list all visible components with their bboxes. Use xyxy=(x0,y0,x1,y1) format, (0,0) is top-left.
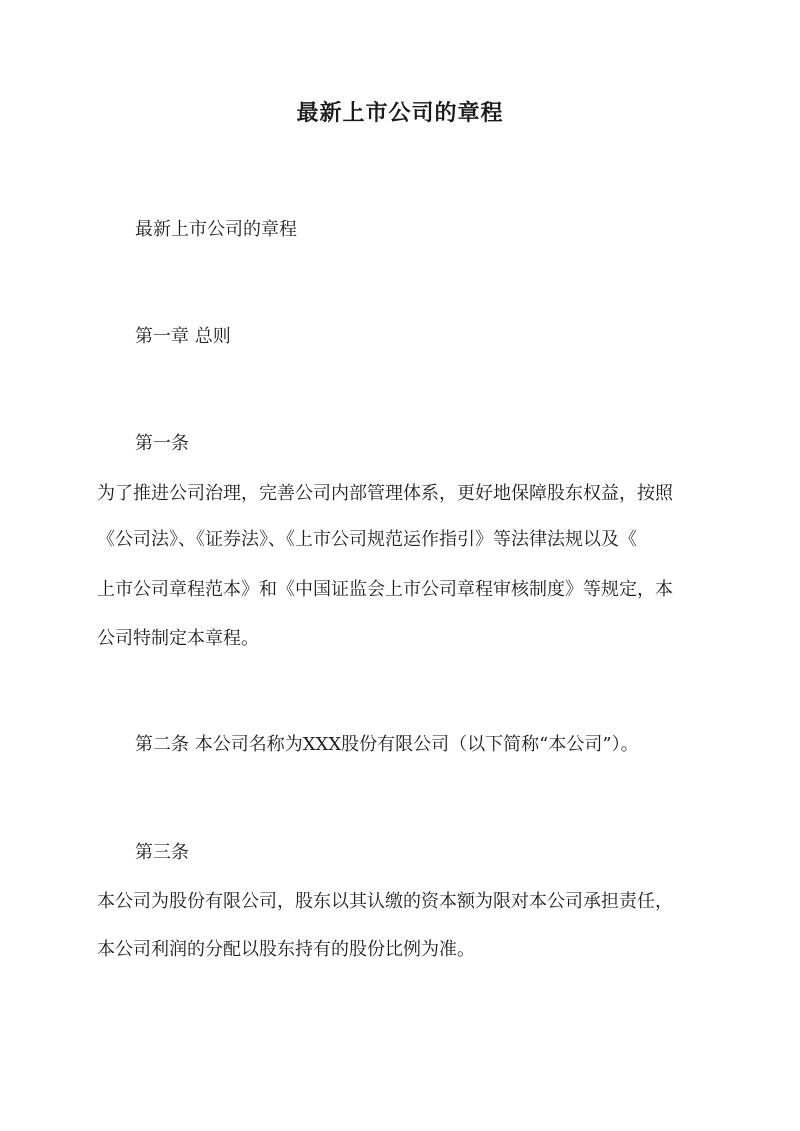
article-3-heading: 第三条 xyxy=(135,842,189,863)
article-3-line: 本公司利润的分配以股东持有的股份比例为准。 xyxy=(97,939,475,960)
article-1-line: 公司特制定本章程。 xyxy=(97,628,259,649)
article-2-text: 第二条 本公司名称为XXX股份有限公司（以下简称“本公司”）。 xyxy=(135,734,639,755)
document-subtitle: 最新上市公司的章程 xyxy=(135,219,297,240)
chapter-heading: 第一章 总则 xyxy=(135,326,231,347)
article-1-line: 为了推进公司治理，完善公司内部管理体系，更好地保障股东权益，按照 xyxy=(97,483,673,504)
article-1-line: 上市公司章程范本》和《中国证监会上市公司章程审核制度》等规定，本 xyxy=(97,579,673,600)
document-title: 最新上市公司的章程 xyxy=(296,100,504,126)
article-1-line: 《公司法》、《证券法》、《上市公司规范运作指引》等法律法规以及《 xyxy=(97,529,637,550)
article-1-heading: 第一条 xyxy=(135,433,189,454)
article-3-line: 本公司为股份有限公司，股东以其认缴的资本额为限对本公司承担责任， xyxy=(97,891,673,912)
